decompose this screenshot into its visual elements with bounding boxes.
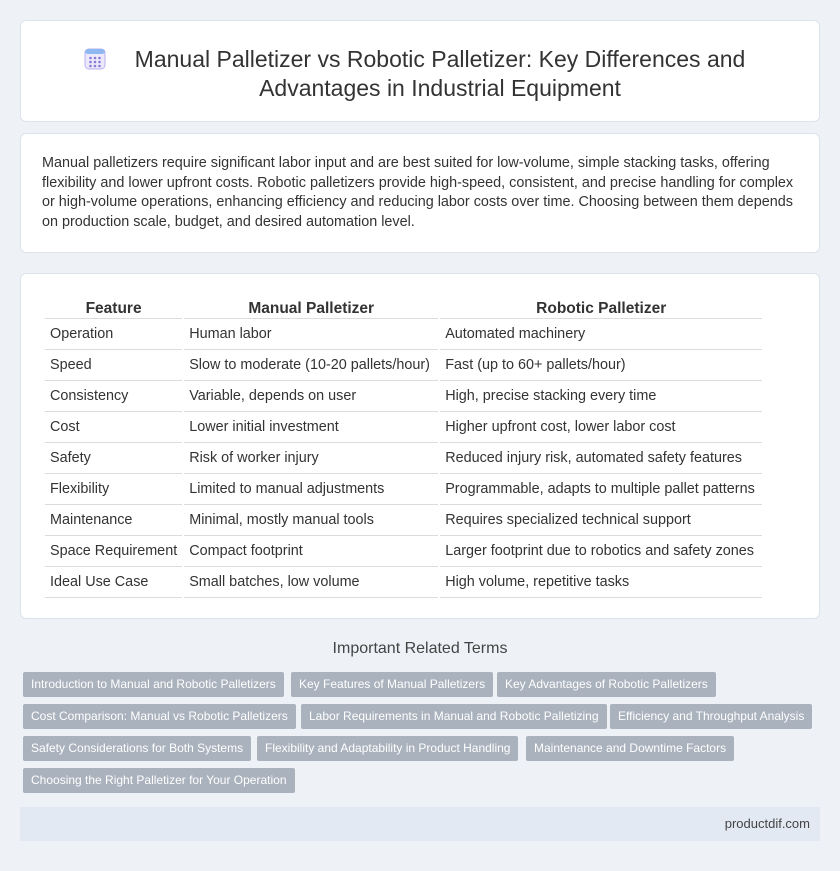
table-row <box>45 350 762 381</box>
cell-manual: Slow to moderate (10-20 pallets/hour) <box>184 350 438 381</box>
table-row <box>45 412 762 443</box>
cell-robotic: Automated machinery <box>440 319 762 350</box>
cell-feature: Space Requirement <box>45 536 182 567</box>
cell-robotic: Programmable, adapts to multiple pallet patterns <box>440 474 762 505</box>
cell-feature: Speed <box>45 350 182 381</box>
related-term-tag[interactable]: Efficiency and Throughput Analysis <box>610 704 812 729</box>
cell-manual: Human labor <box>184 319 438 350</box>
footer <box>20 807 820 841</box>
related-term-tag[interactable]: Key Advantages of Robotic Palletizers <box>497 672 716 697</box>
table-row <box>45 505 762 536</box>
header-robotic: Robotic Palletizer <box>440 296 762 319</box>
related-term-tag[interactable]: Flexibility and Adaptability in Product Handling <box>257 736 518 761</box>
cell-feature: Consistency <box>45 381 182 412</box>
table-row <box>45 443 762 474</box>
table-header-row <box>45 296 762 319</box>
cell-robotic: Larger footprint due to robotics and safety zones <box>440 536 762 567</box>
cell-robotic: High, precise stacking every time <box>440 381 762 412</box>
cell-robotic: High volume, repetitive tasks <box>440 567 762 598</box>
related-terms-title: Important Related Terms <box>332 640 508 657</box>
table-row <box>45 567 762 598</box>
table-row <box>45 474 762 505</box>
related-term-tag[interactable]: Choosing the Right Palletizer for Your Operation <box>23 768 295 793</box>
table-row <box>45 381 762 412</box>
cell-manual: Minimal, mostly manual tools <box>184 505 438 536</box>
cell-feature: Ideal Use Case <box>45 567 182 598</box>
header-manual: Manual Palletizer <box>184 296 438 319</box>
related-term-tag[interactable]: Maintenance and Downtime Factors <box>526 736 734 761</box>
related-term-tag[interactable]: Cost Comparison: Manual vs Robotic Palletizers <box>23 704 296 729</box>
cell-robotic: Requires specialized technical support <box>440 505 762 536</box>
page-title: Manual Palletizer vs Robotic Palletizer: Key Differences and Advantages in Industrial Equipment <box>134 46 746 101</box>
intro-card <box>20 133 820 253</box>
cell-feature: Maintenance <box>45 505 182 536</box>
cell-feature: Safety <box>45 443 182 474</box>
cell-robotic: Fast (up to 60+ pallets/hour) <box>440 350 762 381</box>
cell-manual: Risk of worker injury <box>184 443 438 474</box>
intro-paragraph: Manual palletizers require significant labor input and are best suited for low-volume, simple stacking tasks, offering flexibility and lower upfront costs. Robotic palletizers provide high-speed, consistent, and precise handling for complex or high-volume operations, enhancing efficiency and reducing labor costs over time. Choosing between them depends on production scale, budget, and desired automation level. <box>42 155 794 230</box>
cell-robotic: Higher upfront cost, lower labor cost <box>440 412 762 443</box>
cell-manual: Compact footprint <box>184 536 438 567</box>
related-term-tag[interactable]: Introduction to Manual and Robotic Palletizers <box>23 672 284 697</box>
table-row <box>45 319 762 350</box>
comparison-table <box>43 296 764 598</box>
cell-feature: Flexibility <box>45 474 182 505</box>
cell-feature: Operation <box>45 319 182 350</box>
header-feature: Feature <box>45 296 182 319</box>
title-card <box>20 20 820 122</box>
related-term-tag[interactable]: Labor Requirements in Manual and Robotic Palletizing <box>301 704 607 729</box>
cell-manual: Limited to manual adjustments <box>184 474 438 505</box>
cell-manual: Variable, depends on user <box>184 381 438 412</box>
related-term-tag[interactable]: Safety Considerations for Both Systems <box>23 736 251 761</box>
related-term-tag[interactable]: Key Features of Manual Palletizers <box>291 672 493 697</box>
comparison-card <box>20 273 820 619</box>
cell-manual: Lower initial investment <box>184 412 438 443</box>
cell-feature: Cost <box>45 412 182 443</box>
cell-robotic: Reduced injury risk, automated safety features <box>440 443 762 474</box>
cell-manual: Small batches, low volume <box>184 567 438 598</box>
table-row <box>45 536 762 567</box>
footer-site-name[interactable]: productdif.com <box>724 816 810 831</box>
